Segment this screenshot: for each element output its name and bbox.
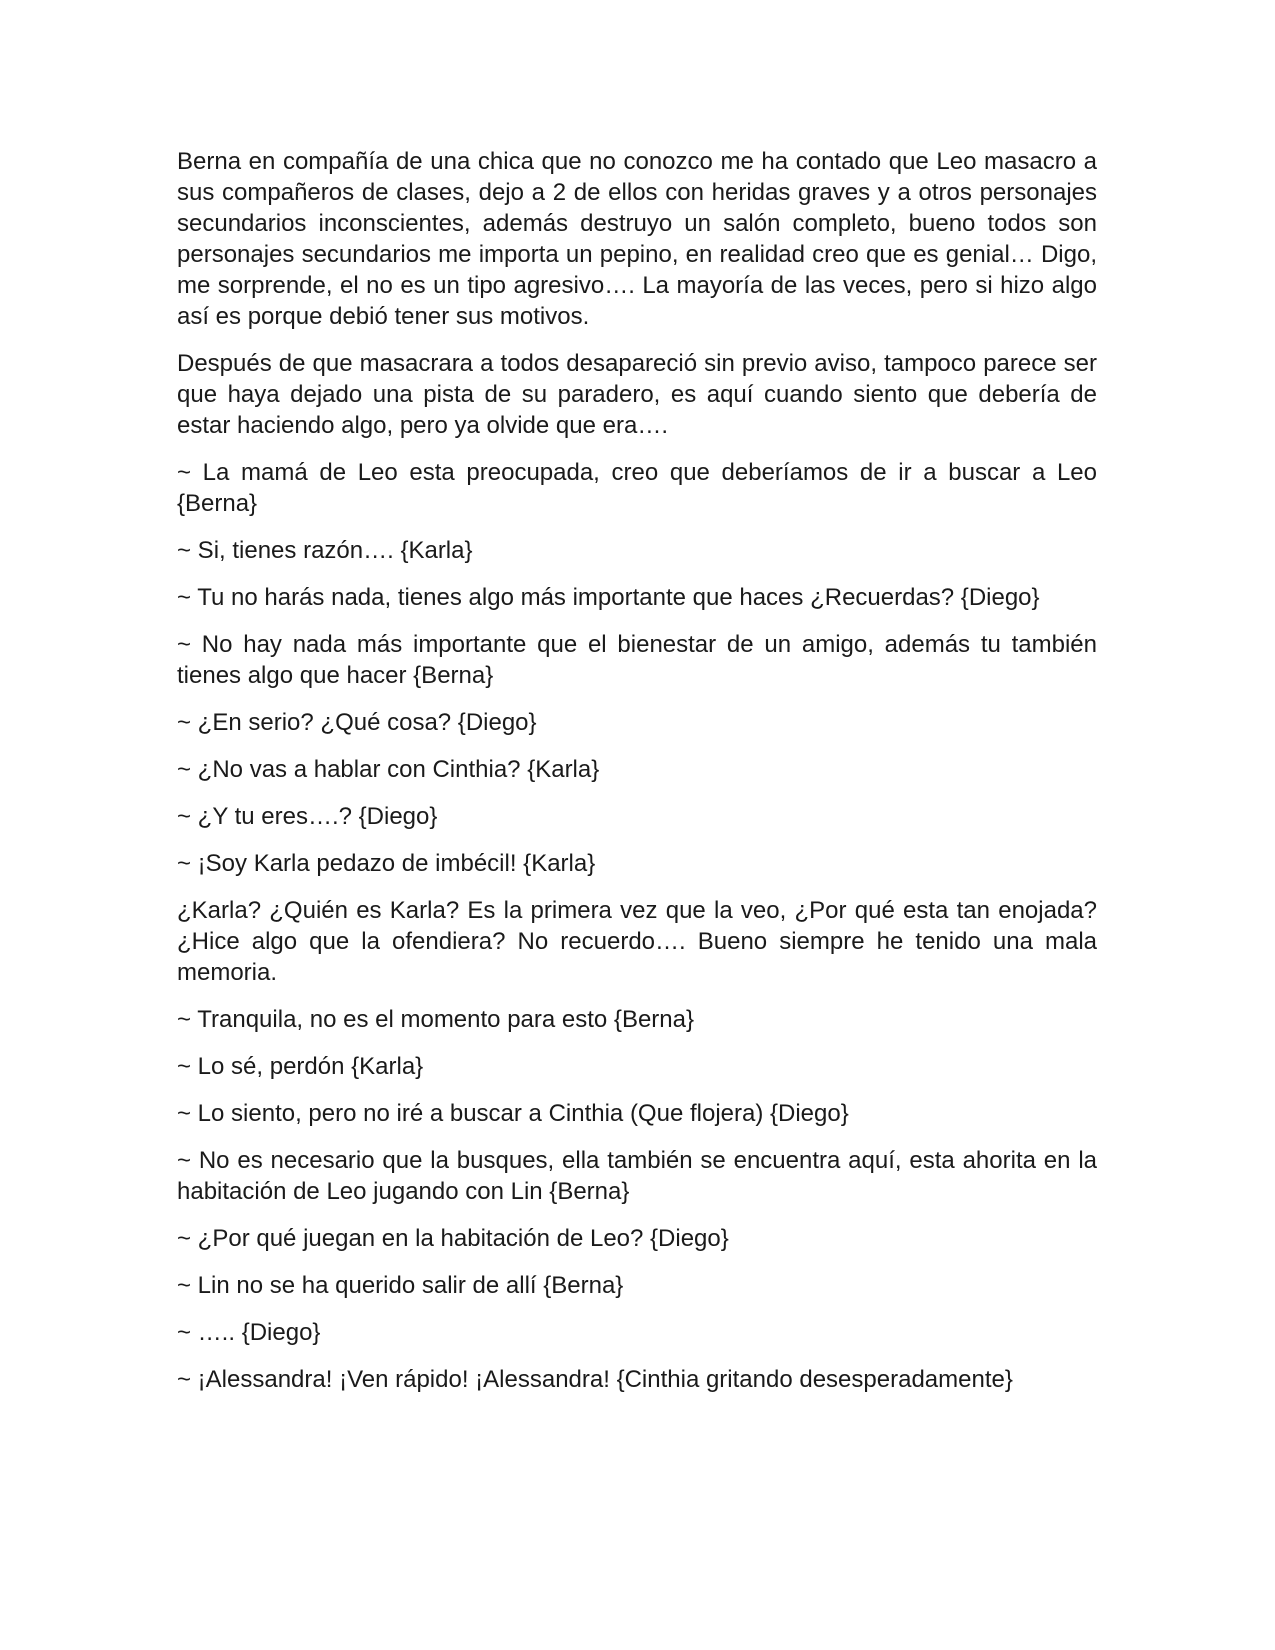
- dialogue-line: ~ No hay nada más importante que el bienestar de un amigo, además tu también tienes algo que hacer {Berna}: [177, 631, 1097, 689]
- dialogue-line: ~ ¡Soy Karla pedazo de imbécil! {Karla}: [177, 850, 596, 877]
- dialogue-line: ~ ¿Por qué juegan en la habitación de Leo? {Diego}: [177, 1225, 729, 1252]
- paragraph: ¿Karla? ¿Quién es Karla? Es la primera vez que la veo, ¿Por qué esta tan enojada? ¿Hice algo que la ofendiera? No recuerdo…. Bueno siempre he tenido una mala memoria.: [177, 897, 1097, 986]
- dialogue-line: ~ ….. {Diego}: [177, 1319, 321, 1346]
- dialogue-line: ~ Lin no se ha querido salir de allí {Berna}: [177, 1272, 624, 1299]
- dialogue-line: ~ ¿No vas a hablar con Cinthia? {Karla}: [177, 756, 600, 783]
- paragraph: Berna en compañía de una chica que no conozco me ha contado que Leo masacro a sus compañeros de clases, dejo a 2 de ellos con heridas graves y a otros personajes secundarios inconscientes, además destruyo un salón completo, bueno todos son personajes secundarios me importa un pepino, en realidad creo que es genial… Digo, me sorprende, el no es un tipo agresivo…. La mayoría de las veces, pero si hizo algo así es porque debió tener sus motivos.: [177, 148, 1097, 330]
- document-page: [177, 146, 1097, 1411]
- dialogue-line: ~ No es necesario que la busques, ella también se encuentra aquí, esta ahorita en la habitación de Leo jugando con Lin {Berna}: [177, 1147, 1097, 1205]
- dialogue-line: ~ Lo siento, pero no iré a buscar a Cinthia (Que flojera) {Diego}: [177, 1100, 849, 1127]
- dialogue-line: ~ Tu no harás nada, tienes algo más importante que haces ¿Recuerdas? {Diego}: [177, 584, 1040, 611]
- dialogue-line: ~ La mamá de Leo esta preocupada, creo que deberíamos de ir a buscar a Leo {Berna}: [177, 459, 1097, 517]
- dialogue-line: ~ ¡Alessandra! ¡Ven rápido! ¡Alessandra! {Cinthia gritando desesperadamente}: [177, 1366, 1013, 1393]
- dialogue-line: ~ Lo sé, perdón {Karla}: [177, 1053, 424, 1080]
- dialogue-line: ~ ¿Y tu eres….? {Diego}: [177, 803, 438, 830]
- dialogue-line: ~ Si, tienes razón…. {Karla}: [177, 537, 473, 564]
- dialogue-line: ~ ¿En serio? ¿Qué cosa? {Diego}: [177, 709, 537, 736]
- dialogue-line: ~ Tranquila, no es el momento para esto {Berna}: [177, 1006, 694, 1033]
- paragraph: Después de que masacrara a todos desapareció sin previo aviso, tampoco parece ser que haya dejado una pista de su paradero, es aquí cuando siento que debería de estar haciendo algo, pero ya olvide que era….: [177, 350, 1097, 439]
